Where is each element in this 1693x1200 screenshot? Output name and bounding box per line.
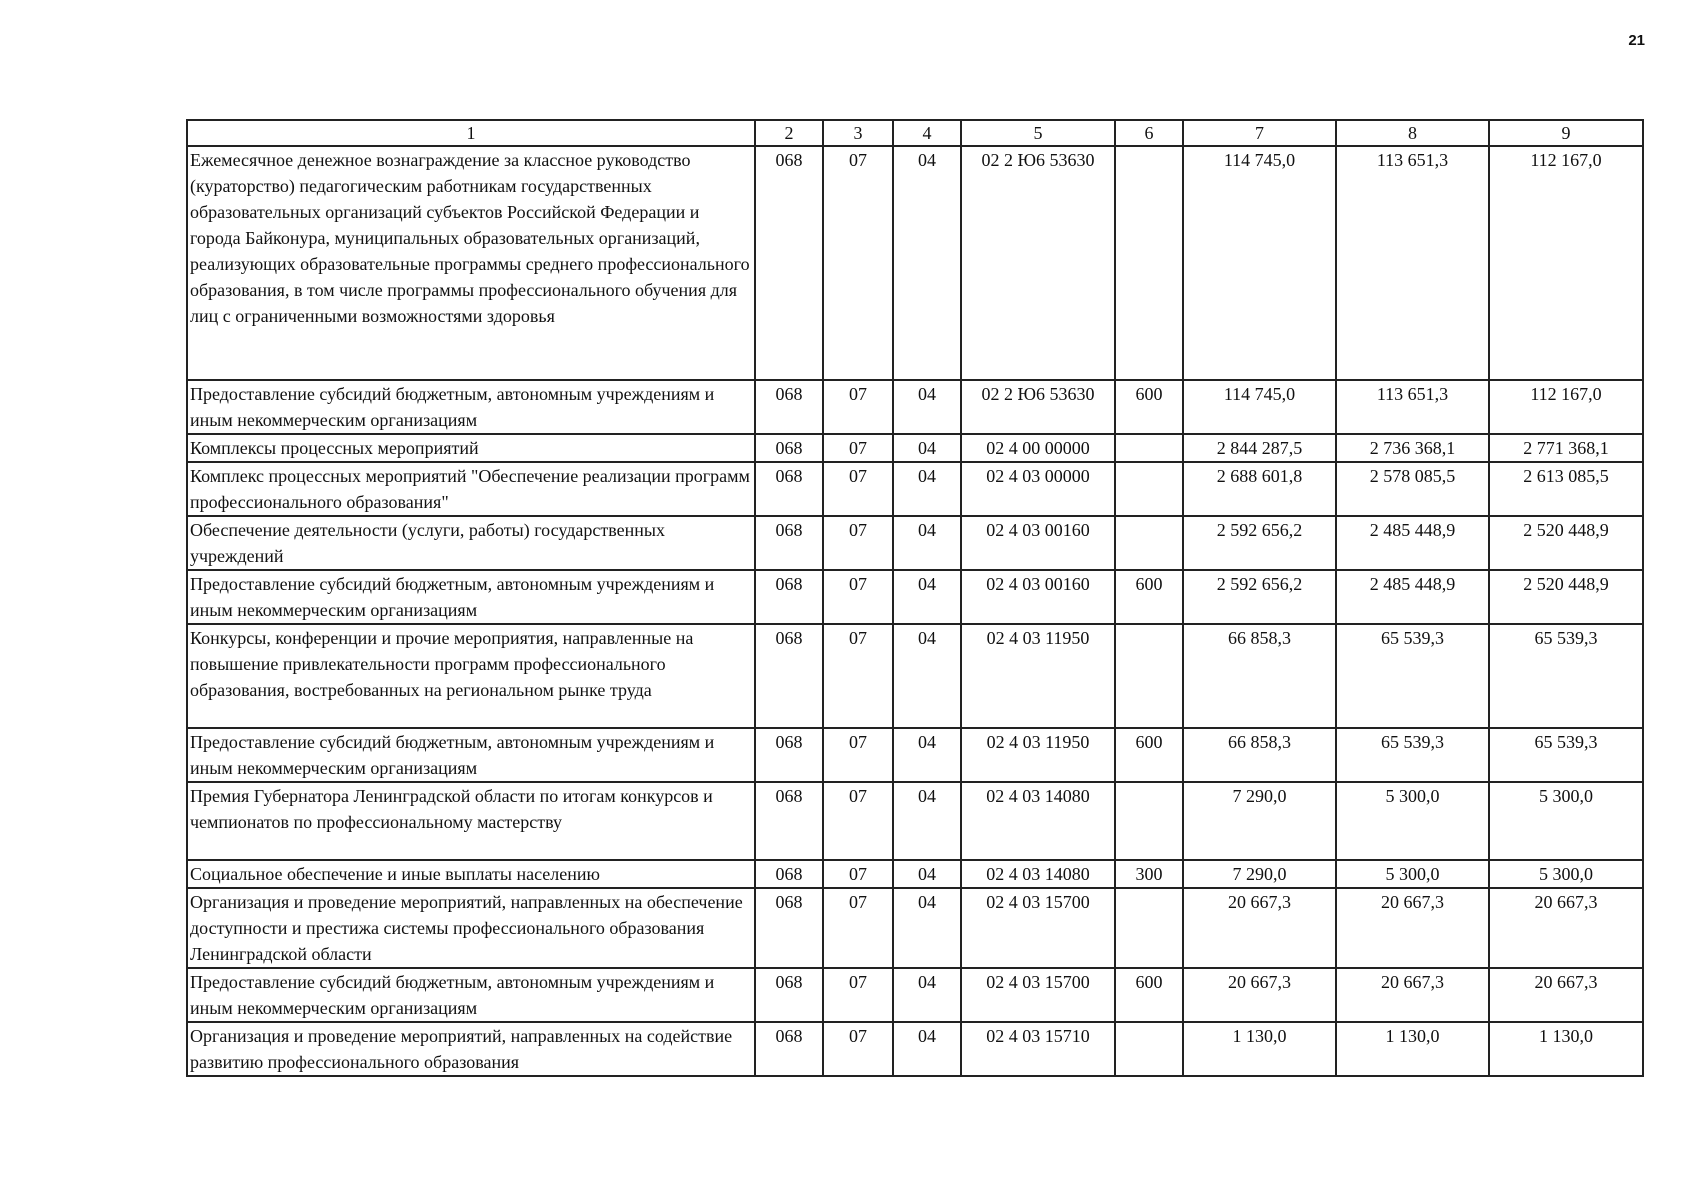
- cell-amount-col9: 2 520 448,9: [1489, 570, 1643, 624]
- cell-expense-type: 600: [1115, 570, 1183, 624]
- cell-expense-type: [1115, 782, 1183, 860]
- cell-subsection: 04: [893, 860, 961, 888]
- row-description: Предоставление субсидий бюджетным, автономным учреждениям и иным некоммерческим организациям: [187, 728, 755, 782]
- cell-section: 07: [823, 968, 893, 1022]
- cell-expense-type: [1115, 516, 1183, 570]
- row-description: Премия Губернатора Ленинградской области по итогам конкурсов и чемпионатов по профессиональному мастерству: [187, 782, 755, 860]
- cell-section: 07: [823, 888, 893, 968]
- row-description: Организация и проведение мероприятий, направленных на содействие развитию профессионального образования: [187, 1022, 755, 1076]
- cell-subsection: 04: [893, 728, 961, 782]
- cell-amount-col7: 2 592 656,2: [1183, 570, 1336, 624]
- cell-ministry-code: 068: [755, 570, 823, 624]
- cell-target-article: 02 2 Ю6 53630: [961, 380, 1115, 434]
- cell-amount-col9: 1 130,0: [1489, 1022, 1643, 1076]
- cell-amount-col8: 113 651,3: [1336, 146, 1489, 380]
- cell-amount-col9: 5 300,0: [1489, 782, 1643, 860]
- row-description: Предоставление субсидий бюджетным, автономным учреждениям и иным некоммерческим организациям: [187, 570, 755, 624]
- cell-amount-col9: 2 520 448,9: [1489, 516, 1643, 570]
- column-header: 6: [1115, 120, 1183, 146]
- page-number: 21: [1628, 32, 1645, 49]
- cell-amount-col7: 114 745,0: [1183, 146, 1336, 380]
- cell-amount-col9: 20 667,3: [1489, 968, 1643, 1022]
- row-description: Предоставление субсидий бюджетным, автономным учреждениям и иным некоммерческим организациям: [187, 380, 755, 434]
- column-header: 2: [755, 120, 823, 146]
- column-header: 8: [1336, 120, 1489, 146]
- cell-amount-col7: 2 592 656,2: [1183, 516, 1336, 570]
- cell-expense-type: 600: [1115, 380, 1183, 434]
- cell-amount-col9: 65 539,3: [1489, 728, 1643, 782]
- cell-ministry-code: 068: [755, 624, 823, 728]
- table-row: [187, 968, 1643, 1022]
- cell-amount-col8: 20 667,3: [1336, 888, 1489, 968]
- table-row: [187, 146, 1643, 380]
- cell-subsection: 04: [893, 146, 961, 380]
- cell-amount-col9: 2 613 085,5: [1489, 462, 1643, 516]
- cell-amount-col8: 2 578 085,5: [1336, 462, 1489, 516]
- cell-section: 07: [823, 624, 893, 728]
- cell-amount-col8: 20 667,3: [1336, 968, 1489, 1022]
- cell-target-article: 02 4 03 00160: [961, 516, 1115, 570]
- cell-amount-col7: 7 290,0: [1183, 782, 1336, 860]
- cell-section: 07: [823, 860, 893, 888]
- cell-amount-col8: 2 485 448,9: [1336, 516, 1489, 570]
- cell-expense-type: [1115, 462, 1183, 516]
- cell-amount-col7: 2 844 287,5: [1183, 434, 1336, 462]
- row-description: Ежемесячное денежное вознаграждение за классное руководство (кураторство) педагогическим работникам государственных образовательных организаций субъектов Российской Федерации и города Байконура, муниципальных образовательных организаций, реализующих образовательные программы среднего профессионального образования, в том числе программы профессионального обучения для лиц с ограниченными возможностями здоровья: [187, 146, 755, 380]
- cell-amount-col7: 7 290,0: [1183, 860, 1336, 888]
- cell-subsection: 04: [893, 434, 961, 462]
- cell-target-article: 02 2 Ю6 53630: [961, 146, 1115, 380]
- cell-expense-type: [1115, 434, 1183, 462]
- column-header: 7: [1183, 120, 1336, 146]
- cell-amount-col8: 1 130,0: [1336, 1022, 1489, 1076]
- cell-subsection: 04: [893, 380, 961, 434]
- cell-amount-col8: 2 485 448,9: [1336, 570, 1489, 624]
- cell-subsection: 04: [893, 516, 961, 570]
- cell-amount-col9: 5 300,0: [1489, 860, 1643, 888]
- cell-subsection: 04: [893, 888, 961, 968]
- cell-section: 07: [823, 782, 893, 860]
- cell-ministry-code: 068: [755, 434, 823, 462]
- row-description: Предоставление субсидий бюджетным, автономным учреждениям и иным некоммерческим организациям: [187, 968, 755, 1022]
- cell-amount-col7: 2 688 601,8: [1183, 462, 1336, 516]
- row-description: Комплекс процессных мероприятий "Обеспечение реализации программ профессионального образования": [187, 462, 755, 516]
- cell-amount-col9: 65 539,3: [1489, 624, 1643, 728]
- cell-amount-col9: 112 167,0: [1489, 380, 1643, 434]
- cell-amount-col9: 112 167,0: [1489, 146, 1643, 380]
- cell-target-article: 02 4 00 00000: [961, 434, 1115, 462]
- table-row: [187, 782, 1643, 860]
- cell-expense-type: 600: [1115, 728, 1183, 782]
- cell-amount-col7: 20 667,3: [1183, 888, 1336, 968]
- cell-subsection: 04: [893, 570, 961, 624]
- cell-expense-type: [1115, 1022, 1183, 1076]
- cell-amount-col7: 1 130,0: [1183, 1022, 1336, 1076]
- column-header: 5: [961, 120, 1115, 146]
- cell-subsection: 04: [893, 968, 961, 1022]
- cell-amount-col8: 2 736 368,1: [1336, 434, 1489, 462]
- cell-amount-col8: 65 539,3: [1336, 624, 1489, 728]
- cell-subsection: 04: [893, 1022, 961, 1076]
- cell-ministry-code: 068: [755, 462, 823, 516]
- cell-amount-col9: 2 771 368,1: [1489, 434, 1643, 462]
- cell-section: 07: [823, 570, 893, 624]
- cell-amount-col7: 66 858,3: [1183, 728, 1336, 782]
- cell-target-article: 02 4 03 00000: [961, 462, 1115, 516]
- table-row: [187, 516, 1643, 570]
- row-description: Конкурсы, конференции и прочие мероприятия, направленные на повышение привлекательности программ профессионального образования, востребованных на региональном рынке труда: [187, 624, 755, 728]
- cell-ministry-code: 068: [755, 782, 823, 860]
- cell-amount-col8: 113 651,3: [1336, 380, 1489, 434]
- column-header: 1: [187, 120, 755, 146]
- cell-section: 07: [823, 434, 893, 462]
- cell-target-article: 02 4 03 14080: [961, 782, 1115, 860]
- cell-subsection: 04: [893, 624, 961, 728]
- cell-section: 07: [823, 146, 893, 380]
- cell-amount-col7: 66 858,3: [1183, 624, 1336, 728]
- table-row: [187, 434, 1643, 462]
- column-header: 3: [823, 120, 893, 146]
- cell-ministry-code: 068: [755, 968, 823, 1022]
- table-row: [187, 888, 1643, 968]
- cell-expense-type: [1115, 146, 1183, 380]
- table-row: [187, 570, 1643, 624]
- row-description: Комплексы процессных мероприятий: [187, 434, 755, 462]
- cell-expense-type: 600: [1115, 968, 1183, 1022]
- table-row: [187, 624, 1643, 728]
- cell-target-article: 02 4 03 11950: [961, 624, 1115, 728]
- table-row: [187, 462, 1643, 516]
- cell-target-article: 02 4 03 15700: [961, 968, 1115, 1022]
- cell-target-article: 02 4 03 00160: [961, 570, 1115, 624]
- cell-ministry-code: 068: [755, 380, 823, 434]
- cell-subsection: 04: [893, 782, 961, 860]
- cell-expense-type: 300: [1115, 860, 1183, 888]
- cell-ministry-code: 068: [755, 1022, 823, 1076]
- cell-amount-col9: 20 667,3: [1489, 888, 1643, 968]
- row-description: Организация и проведение мероприятий, направленных на обеспечение доступности и престижа системы профессионального образования Ленинградской области: [187, 888, 755, 968]
- column-header: 9: [1489, 120, 1643, 146]
- cell-section: 07: [823, 516, 893, 570]
- cell-target-article: 02 4 03 15700: [961, 888, 1115, 968]
- cell-target-article: 02 4 03 11950: [961, 728, 1115, 782]
- row-description: Социальное обеспечение и иные выплаты населению: [187, 860, 755, 888]
- table-row: [187, 1022, 1643, 1076]
- budget-table: [186, 119, 1644, 1077]
- cell-target-article: 02 4 03 14080: [961, 860, 1115, 888]
- cell-amount-col8: 5 300,0: [1336, 860, 1489, 888]
- cell-amount-col8: 5 300,0: [1336, 782, 1489, 860]
- table-row: [187, 860, 1643, 888]
- cell-section: 07: [823, 1022, 893, 1076]
- cell-ministry-code: 068: [755, 728, 823, 782]
- table-row: [187, 380, 1643, 434]
- cell-subsection: 04: [893, 462, 961, 516]
- cell-expense-type: [1115, 624, 1183, 728]
- cell-section: 07: [823, 380, 893, 434]
- cell-amount-col7: 114 745,0: [1183, 380, 1336, 434]
- cell-section: 07: [823, 462, 893, 516]
- table-row: [187, 728, 1643, 782]
- cell-ministry-code: 068: [755, 888, 823, 968]
- header-row: [187, 120, 1643, 146]
- cell-target-article: 02 4 03 15710: [961, 1022, 1115, 1076]
- column-header: 4: [893, 120, 961, 146]
- cell-expense-type: [1115, 888, 1183, 968]
- cell-section: 07: [823, 728, 893, 782]
- row-description: Обеспечение деятельности (услуги, работы) государственных учреждений: [187, 516, 755, 570]
- cell-ministry-code: 068: [755, 516, 823, 570]
- cell-ministry-code: 068: [755, 146, 823, 380]
- cell-amount-col7: 20 667,3: [1183, 968, 1336, 1022]
- cell-amount-col8: 65 539,3: [1336, 728, 1489, 782]
- cell-ministry-code: 068: [755, 860, 823, 888]
